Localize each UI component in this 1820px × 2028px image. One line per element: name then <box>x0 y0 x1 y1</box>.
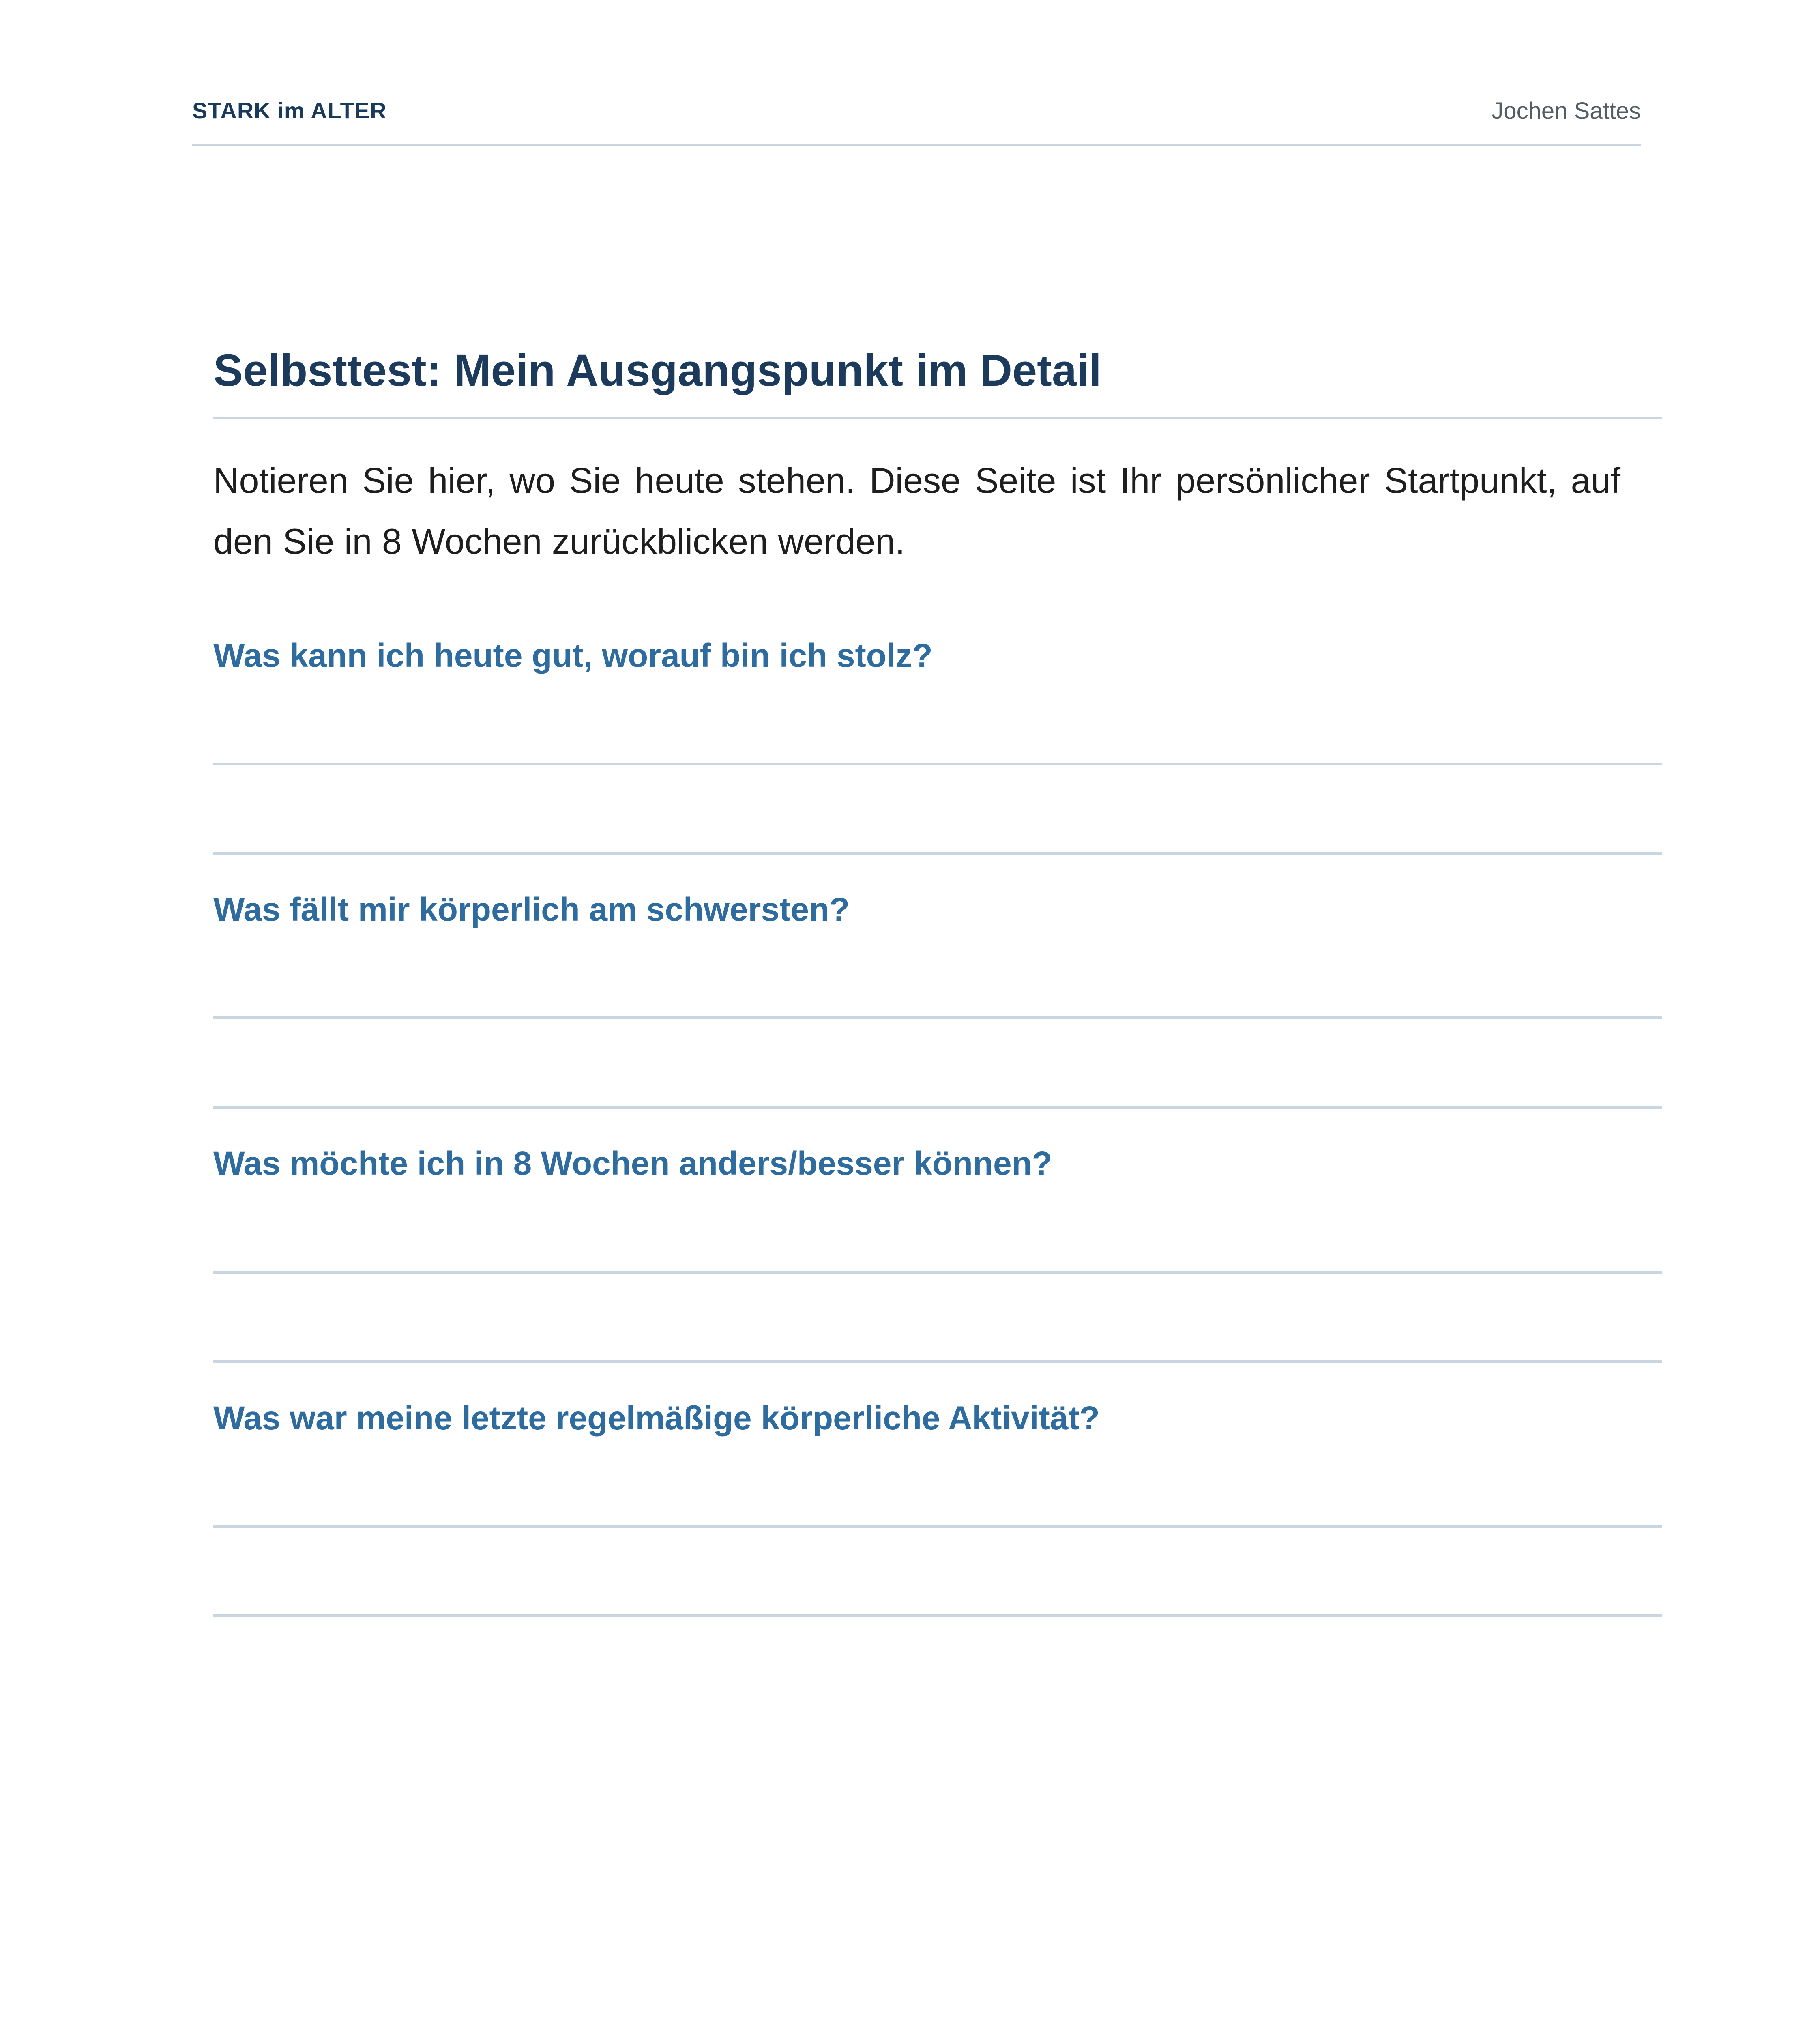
question-2: Was fällt mir körperlich am schwersten? <box>213 891 850 928</box>
answer-line-3a[interactable] <box>213 1271 1662 1274</box>
answer-line-1a[interactable] <box>213 763 1662 765</box>
header-brand: STARK im ALTER <box>192 98 387 123</box>
page-title: Selbsttest: Mein Ausgangspunkt im Detail <box>213 346 1102 395</box>
answer-line-2b[interactable] <box>213 1106 1662 1109</box>
title-divider <box>213 417 1662 419</box>
header-divider <box>192 144 1641 146</box>
answer-line-2a[interactable] <box>213 1016 1662 1019</box>
answer-line-3b[interactable] <box>213 1360 1662 1363</box>
answer-line-1b[interactable] <box>213 852 1662 855</box>
question-3: Was möchte ich in 8 Wochen anders/besser können? <box>213 1145 1052 1182</box>
header-author: Jochen Sattes <box>1492 98 1641 124</box>
intro-paragraph: Notieren Sie hier, wo Sie heute stehen. Diese Seite ist Ihr persönlicher Startpunkt, auf den Sie in 8 Wochen zurückblicken werden. <box>213 460 1620 561</box>
answer-line-4a[interactable] <box>213 1525 1662 1528</box>
question-1: Was kann ich heute gut, worauf bin ich stolz? <box>213 637 933 674</box>
question-4: Was war meine letzte regelmäßige körperliche Aktivität? <box>213 1400 1100 1437</box>
answer-line-4b[interactable] <box>213 1614 1662 1617</box>
